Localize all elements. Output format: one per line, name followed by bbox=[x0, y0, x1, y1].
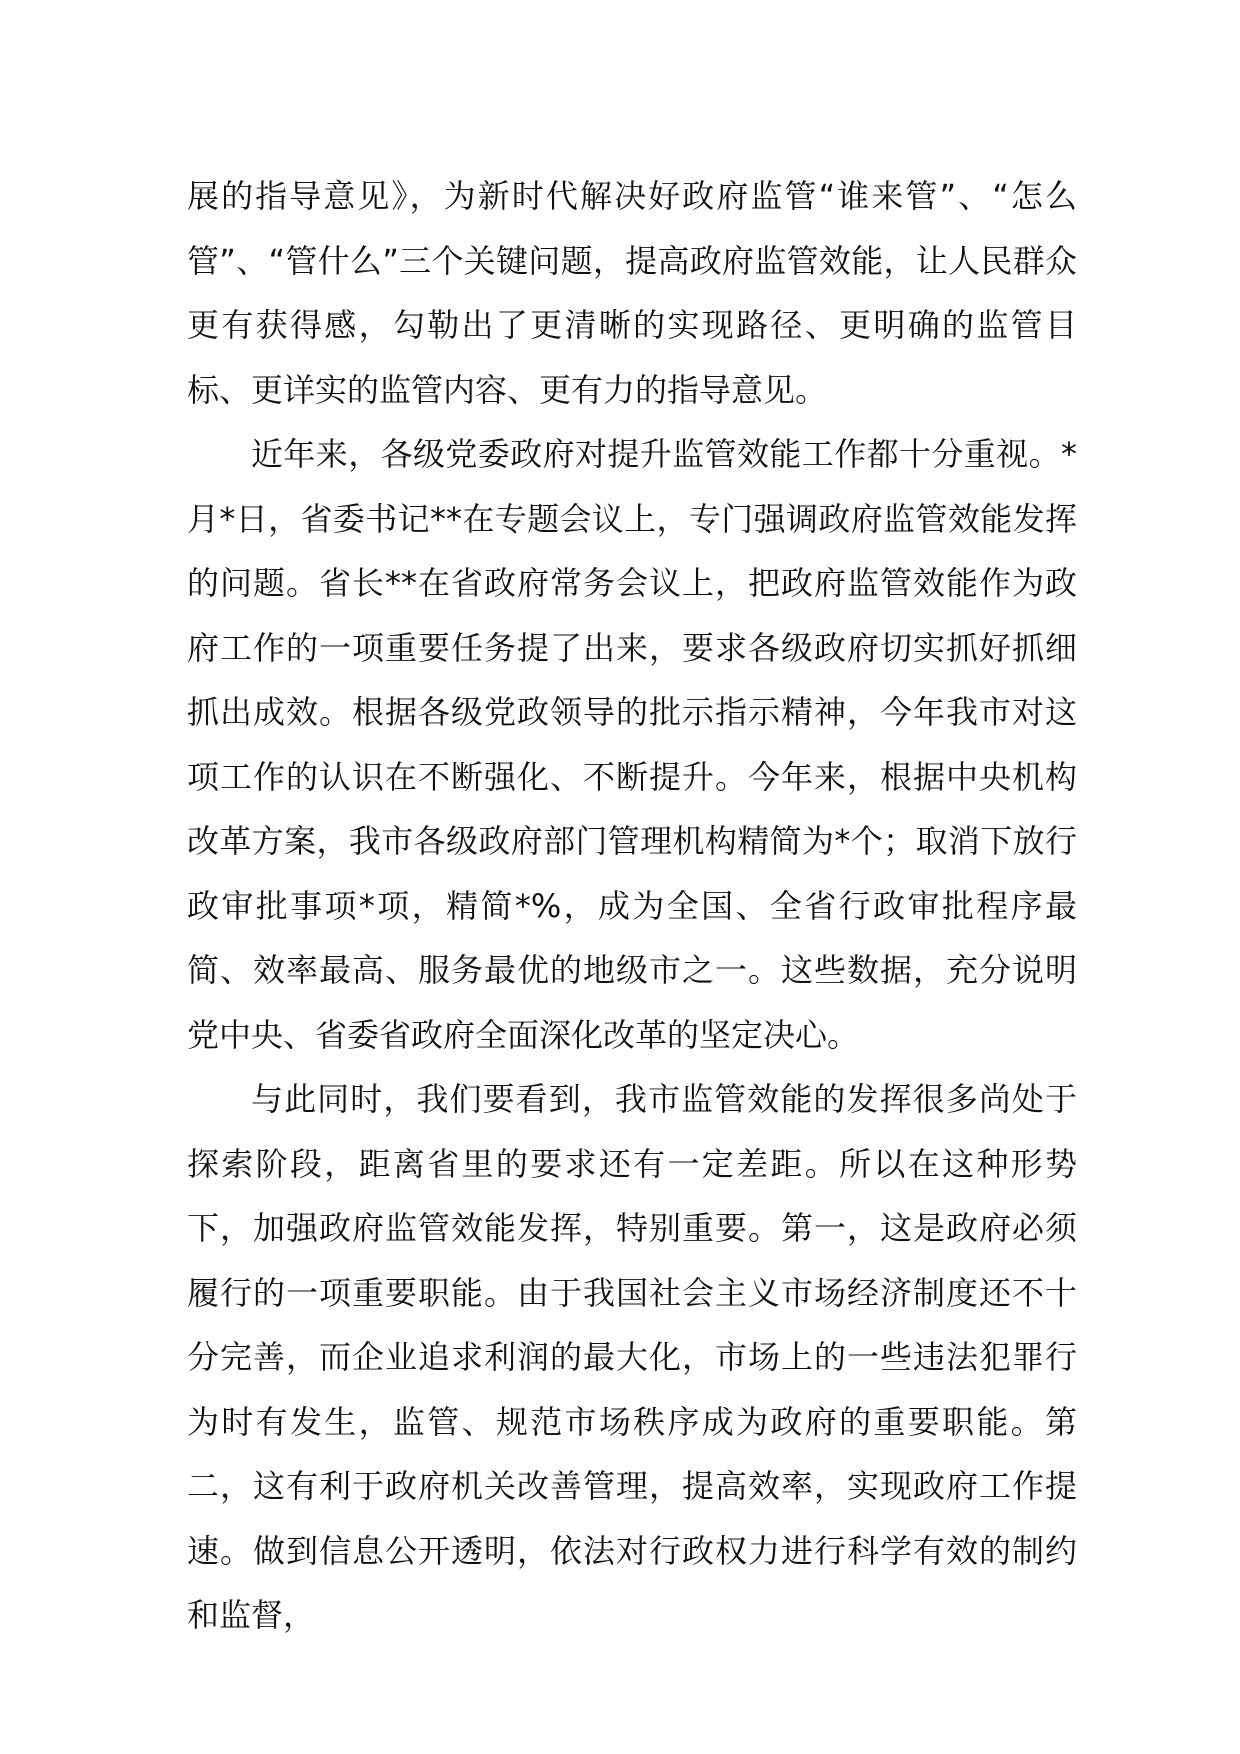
document-body bbox=[187, 164, 1077, 1648]
paragraph-2: 近年来，各级党委政府对提升监管效能工作都十分重视。*月*日，省委书记**在专题会议上，专门强调政府监管效能发挥的问题。省长**在省政府常务会议上，把政府监管效能作为政府工作的一项重要任务提了出来，要求各级政府切实抓好抓细抓出成效。根据各级党政领导的批示指示精神，今年我市对这项工作的认识在不断强化、不断提升。今年来，根据中央机构改革方案，我市各级政府部门管理机构精简为*个；取消下放行政审批事项*项，精简*%，成为全国、全省行政审批程序最简、效率最高、服务最优的地级市之一。这些数据，充分说明党中央、省委省政府全面深化改革的坚定决心。 bbox=[187, 435, 1077, 1054]
paragraph-1: 展的指导意见》，为新时代解决好政府监管“谁来管”、“怎么管”、“管什么”三个关键问题，提高政府监管效能，让人民群众更有获得感，勾勒出了更清晰的实现路径、更明确的监管目标、更详实的监管内容、更有力的指导意见。 bbox=[187, 177, 1077, 409]
paragraph-3: 与此同时，我们要看到，我市监管效能的发挥很多尚处于探索阶段，距离省里的要求还有一定差距。所以在这种形势下，加强政府监管效能发挥，特别重要。第一，这是政府必须履行的一项重要职能。由于我国社会主义市场经济制度还不十分完善，而企业追求利润的最大化，市场上的一些违法犯罪行为时有发生，监管、规范市场秩序成为政府的重要职能。第二，这有利于政府机关改善管理，提高效率，实现政府工作提速。做到信息公开透明，依法对行政权力进行科学有效的制约和监督， bbox=[187, 1080, 1077, 1634]
